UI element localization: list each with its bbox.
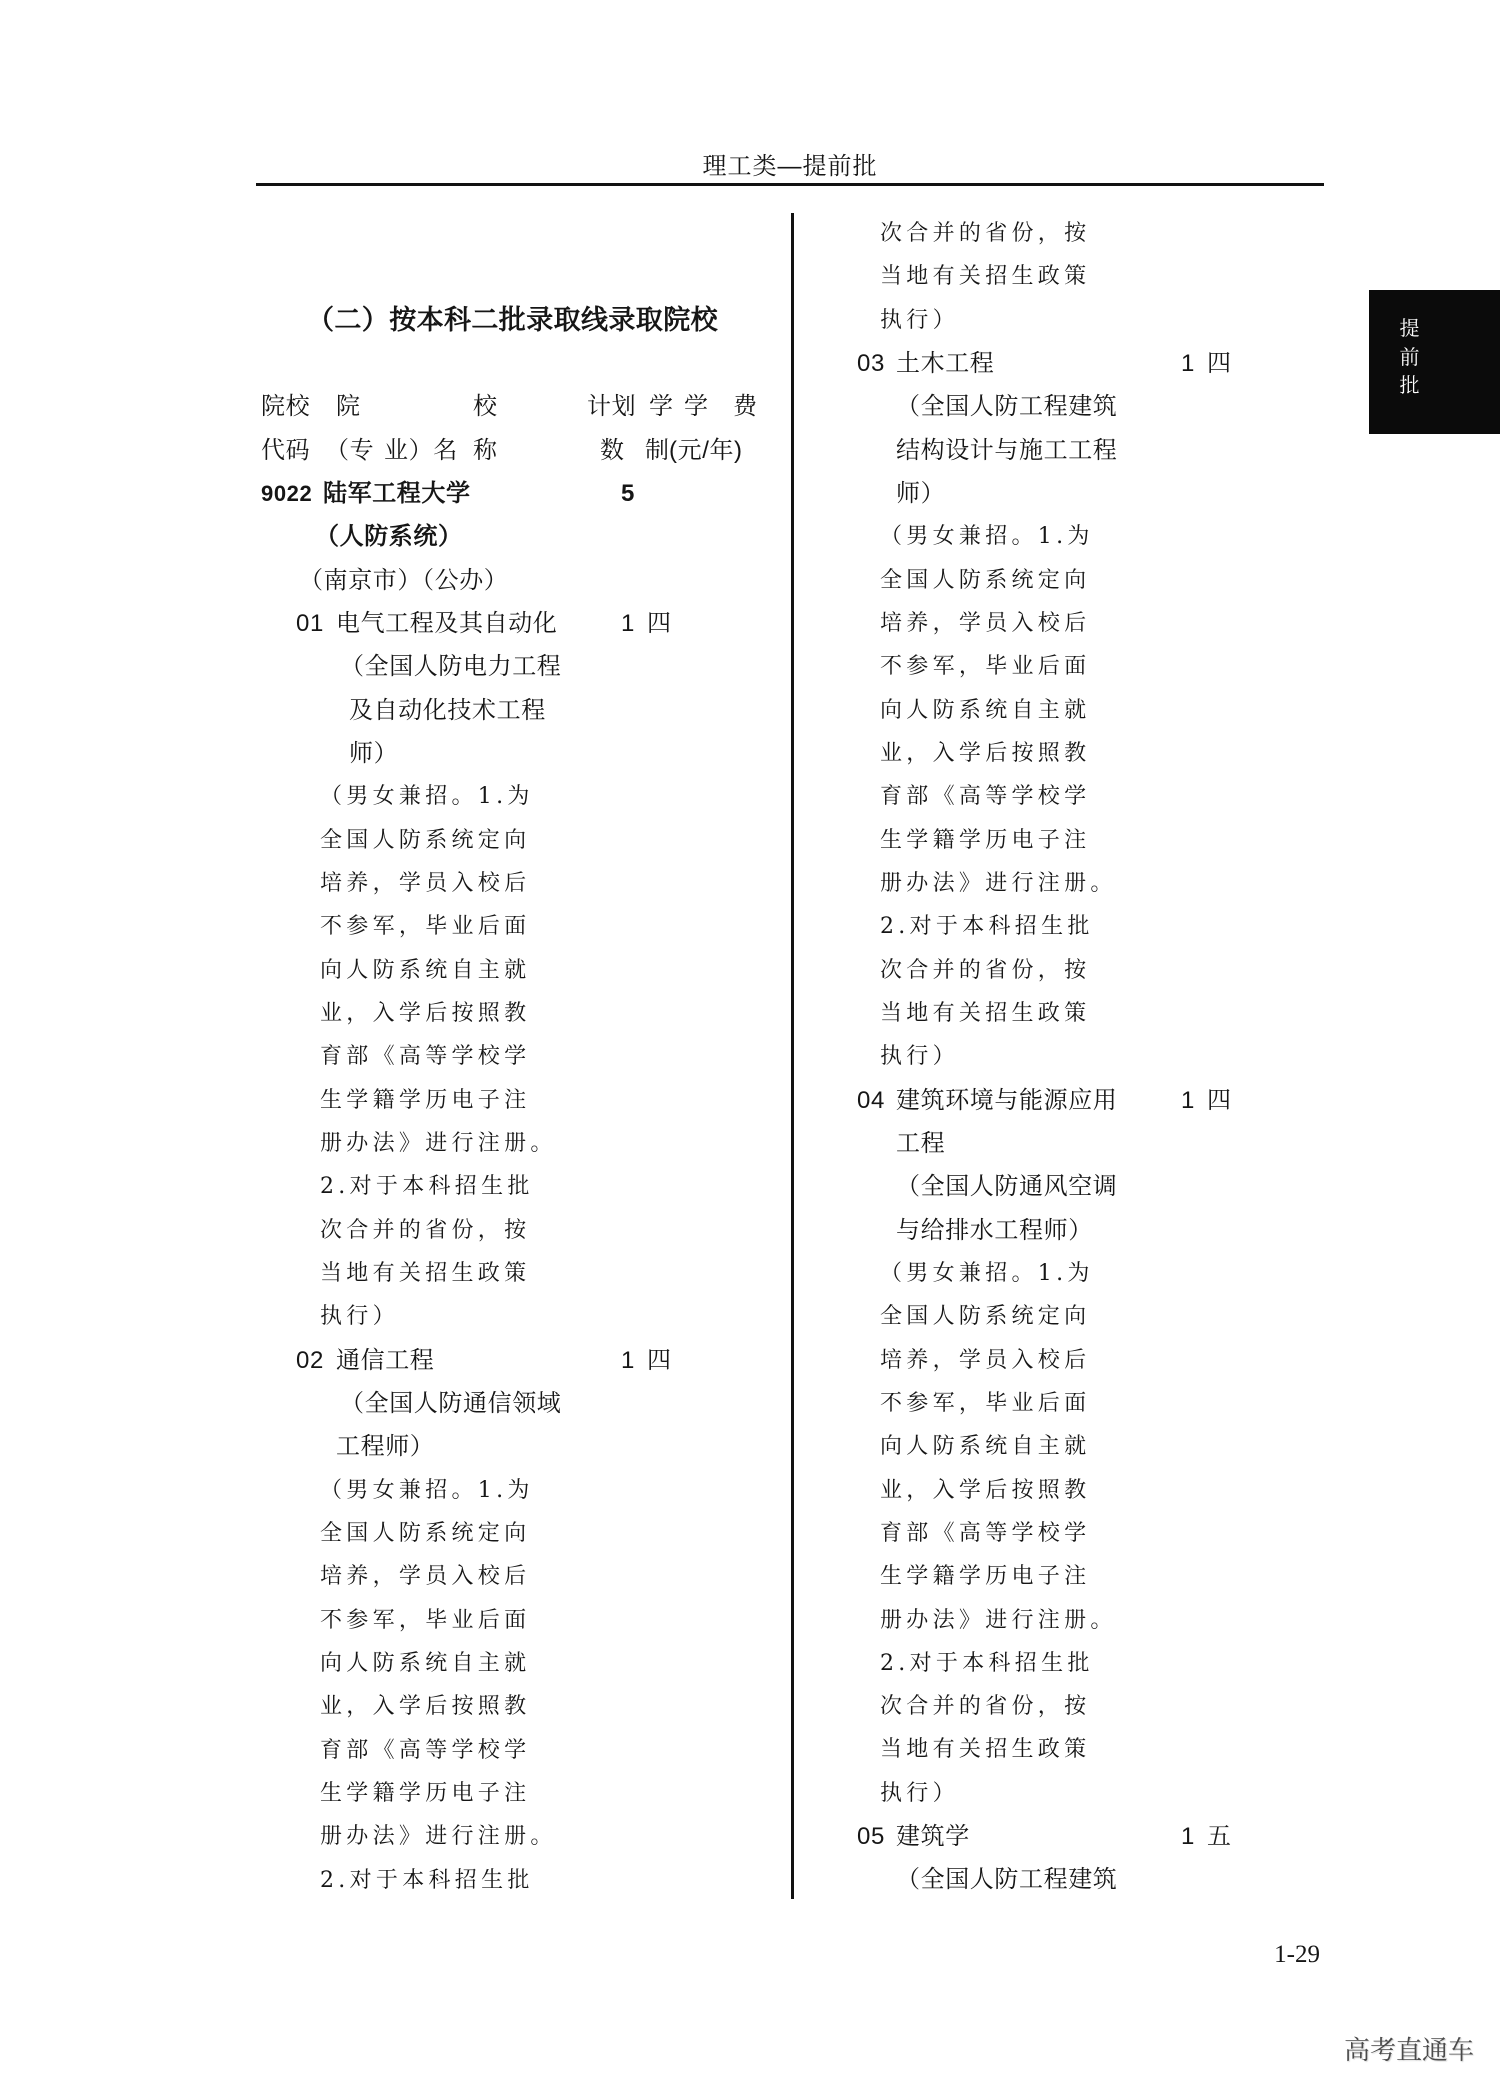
note-line: 次合并的省份，按 [320,1217,531,1243]
direction-line: 及自动化技术工程 [349,696,546,724]
header-name: 校 [473,393,498,421]
note-line: 业，入学后按照教 [320,1694,531,1720]
major-plan: 1 [1181,1086,1195,1114]
note-line: 当地有关招生政策 [880,1737,1091,1763]
direction-line: （全国人防通风空调 [896,1173,1118,1201]
header-fee: 费 [733,393,758,421]
major-plan: 1 [1181,1823,1195,1851]
major-name: 电气工程及其自动化 [336,609,558,637]
header-plan: 数 [600,436,625,464]
direction-line: 师） [896,479,946,507]
header-fee: (元/年) [669,436,743,464]
note-line: 执行） [880,307,959,333]
running-title: 理工类—提前批 [702,153,878,180]
note-line: 执行） [880,1780,959,1806]
major-code: 05 [857,1823,885,1851]
note-line: 育部《高等学校学 [320,1044,531,1070]
direction-line: （全国人防电力工程 [340,653,562,681]
note-line: 生学籍学历电子注 [320,1087,531,1113]
major-name: 建筑学 [896,1823,970,1851]
note-line: 业，入学后按照教 [880,1477,1091,1503]
direction-line: 与给排水工程师） [896,1216,1093,1244]
note-line: 册办法》进行注册。 [880,870,1117,896]
school-row [261,472,786,515]
direction-line: 师） [349,739,399,767]
note-line: 向人防系统自主就 [320,1650,531,1676]
header-school-code: 院校 [261,393,311,421]
note-line: 执行） [880,1044,959,1070]
major-row [857,342,1277,385]
note-line: 册办法》进行注册。 [320,1130,557,1156]
section-title: （二）按本科二批录取线录取院校 [307,304,718,335]
note-line: 育部《高等学校学 [880,1520,1091,1546]
note-line: 不参军，毕业后面 [320,1607,531,1633]
major-row [261,602,786,645]
note-line: 生学籍学历电子注 [880,1564,1091,1590]
note-line: 向人防系统自主就 [880,697,1091,723]
note-line: 生学籍学历电子注 [880,827,1091,853]
major-plan: 1 [1181,349,1195,377]
note-line: 2.对于本科招生批 [880,914,1094,940]
major-row [857,1815,1277,1858]
header-duration: 制 [645,436,670,464]
major-duration: 四 [1207,349,1232,377]
table-header-row [261,385,781,428]
page-number: 1-29 [1274,1941,1320,1968]
note-line: 不参军，毕业后面 [880,1390,1091,1416]
note-line: 业，入学后按照教 [880,740,1091,766]
side-tab [1369,290,1500,434]
watermark: 高考直通车 [1344,2036,1475,2066]
note-line: （男女兼招。1.为 [880,524,1094,550]
major-name: 土木工程 [896,349,995,377]
note-line: 次合并的省份，按 [880,221,1091,246]
note-line: （男女兼招。1.为 [880,1260,1094,1286]
note-line: （男女兼招。1.为 [320,1477,534,1503]
note-line: 2.对于本科招生批 [880,1650,1094,1676]
major-row [857,1079,1277,1122]
note-line: （男女兼招。1.为 [320,784,534,810]
side-tab-label: 提前批 [1399,316,1420,398]
header-name: 业）名 [384,436,458,464]
header-duration: 学 [649,393,674,421]
note-line: 册办法》进行注册。 [880,1607,1117,1633]
note-line: 当地有关招生政策 [880,1000,1091,1026]
note-line: 生学籍学历电子注 [320,1780,531,1806]
note-line: 次合并的省份，按 [880,957,1091,983]
header-name: 院 [336,393,361,421]
major-plan: 1 [621,609,635,637]
note-line: 向人防系统自主就 [880,1434,1091,1460]
direction-line: 结构设计与施工工程 [896,436,1118,464]
table-header [261,385,781,472]
major-duration: 五 [1207,1823,1232,1851]
note-line: 培养，学员入校后 [880,1347,1091,1373]
major-name-continued: 工程 [896,1129,946,1157]
table-header-row [261,429,781,472]
major-code: 03 [857,349,885,377]
note-line: 当地有关招生政策 [880,264,1091,290]
header-school-code: 代码 [261,436,311,464]
header-name: 称 [473,436,498,464]
direction-line: （全国人防工程建筑 [896,393,1118,421]
note-line: 全国人防系统定向 [320,1520,531,1546]
note-line: 培养，学员入校后 [320,1564,531,1590]
note-line: 次合并的省份，按 [880,1694,1091,1720]
column-divider [791,213,794,1899]
school-name: 陆军工程大学 [323,480,471,507]
note-line: 2.对于本科招生批 [320,1867,534,1893]
note-line: 培养，学员入校后 [880,610,1091,636]
major-code: 02 [296,1346,324,1374]
right-column [857,212,1277,1902]
note-line: 全国人防系统定向 [320,827,531,853]
major-duration: 四 [647,1346,672,1374]
major-row [261,1339,786,1382]
header-fee: 学 [684,393,709,421]
header-plan: 计划 [587,393,637,421]
note-line: 不参军，毕业后面 [320,914,531,940]
header-rule [256,183,1324,186]
major-code: 01 [296,609,324,637]
direction-line: （全国人防通信领域 [340,1389,562,1417]
school-system: （人防系统） [315,523,463,551]
note-line: 全国人防系统定向 [880,1304,1091,1330]
major-name: 建筑环境与能源应用 [896,1086,1118,1114]
note-line: 育部《高等学校学 [320,1737,531,1763]
note-line: 当地有关招生政策 [320,1260,531,1286]
note-line: 册办法》进行注册。 [320,1824,557,1850]
header-name: （专 [325,436,375,464]
note-line: 2.对于本科招生批 [320,1174,534,1200]
school-code: 9022 [261,481,313,506]
major-plan: 1 [621,1346,635,1374]
direction-line: （全国人防工程建筑 [896,1866,1118,1894]
note-line: 不参军，毕业后面 [880,654,1091,680]
school-plan: 5 [621,480,635,507]
note-line: 全国人防系统定向 [880,567,1091,593]
note-line: 业，入学后按照教 [320,1000,531,1026]
note-line: 培养，学员入校后 [320,870,531,896]
major-duration: 四 [1207,1086,1232,1114]
direction-line: 工程师） [336,1433,435,1461]
major-duration: 四 [647,609,672,637]
major-name: 通信工程 [336,1346,435,1374]
left-column [261,472,786,1902]
major-code: 04 [857,1086,885,1114]
note-line: 执行） [320,1304,399,1330]
note-line: 向人防系统自主就 [320,957,531,983]
note-line: 育部《高等学校学 [880,784,1091,810]
school-location: （南京市）（公办） [299,566,509,594]
